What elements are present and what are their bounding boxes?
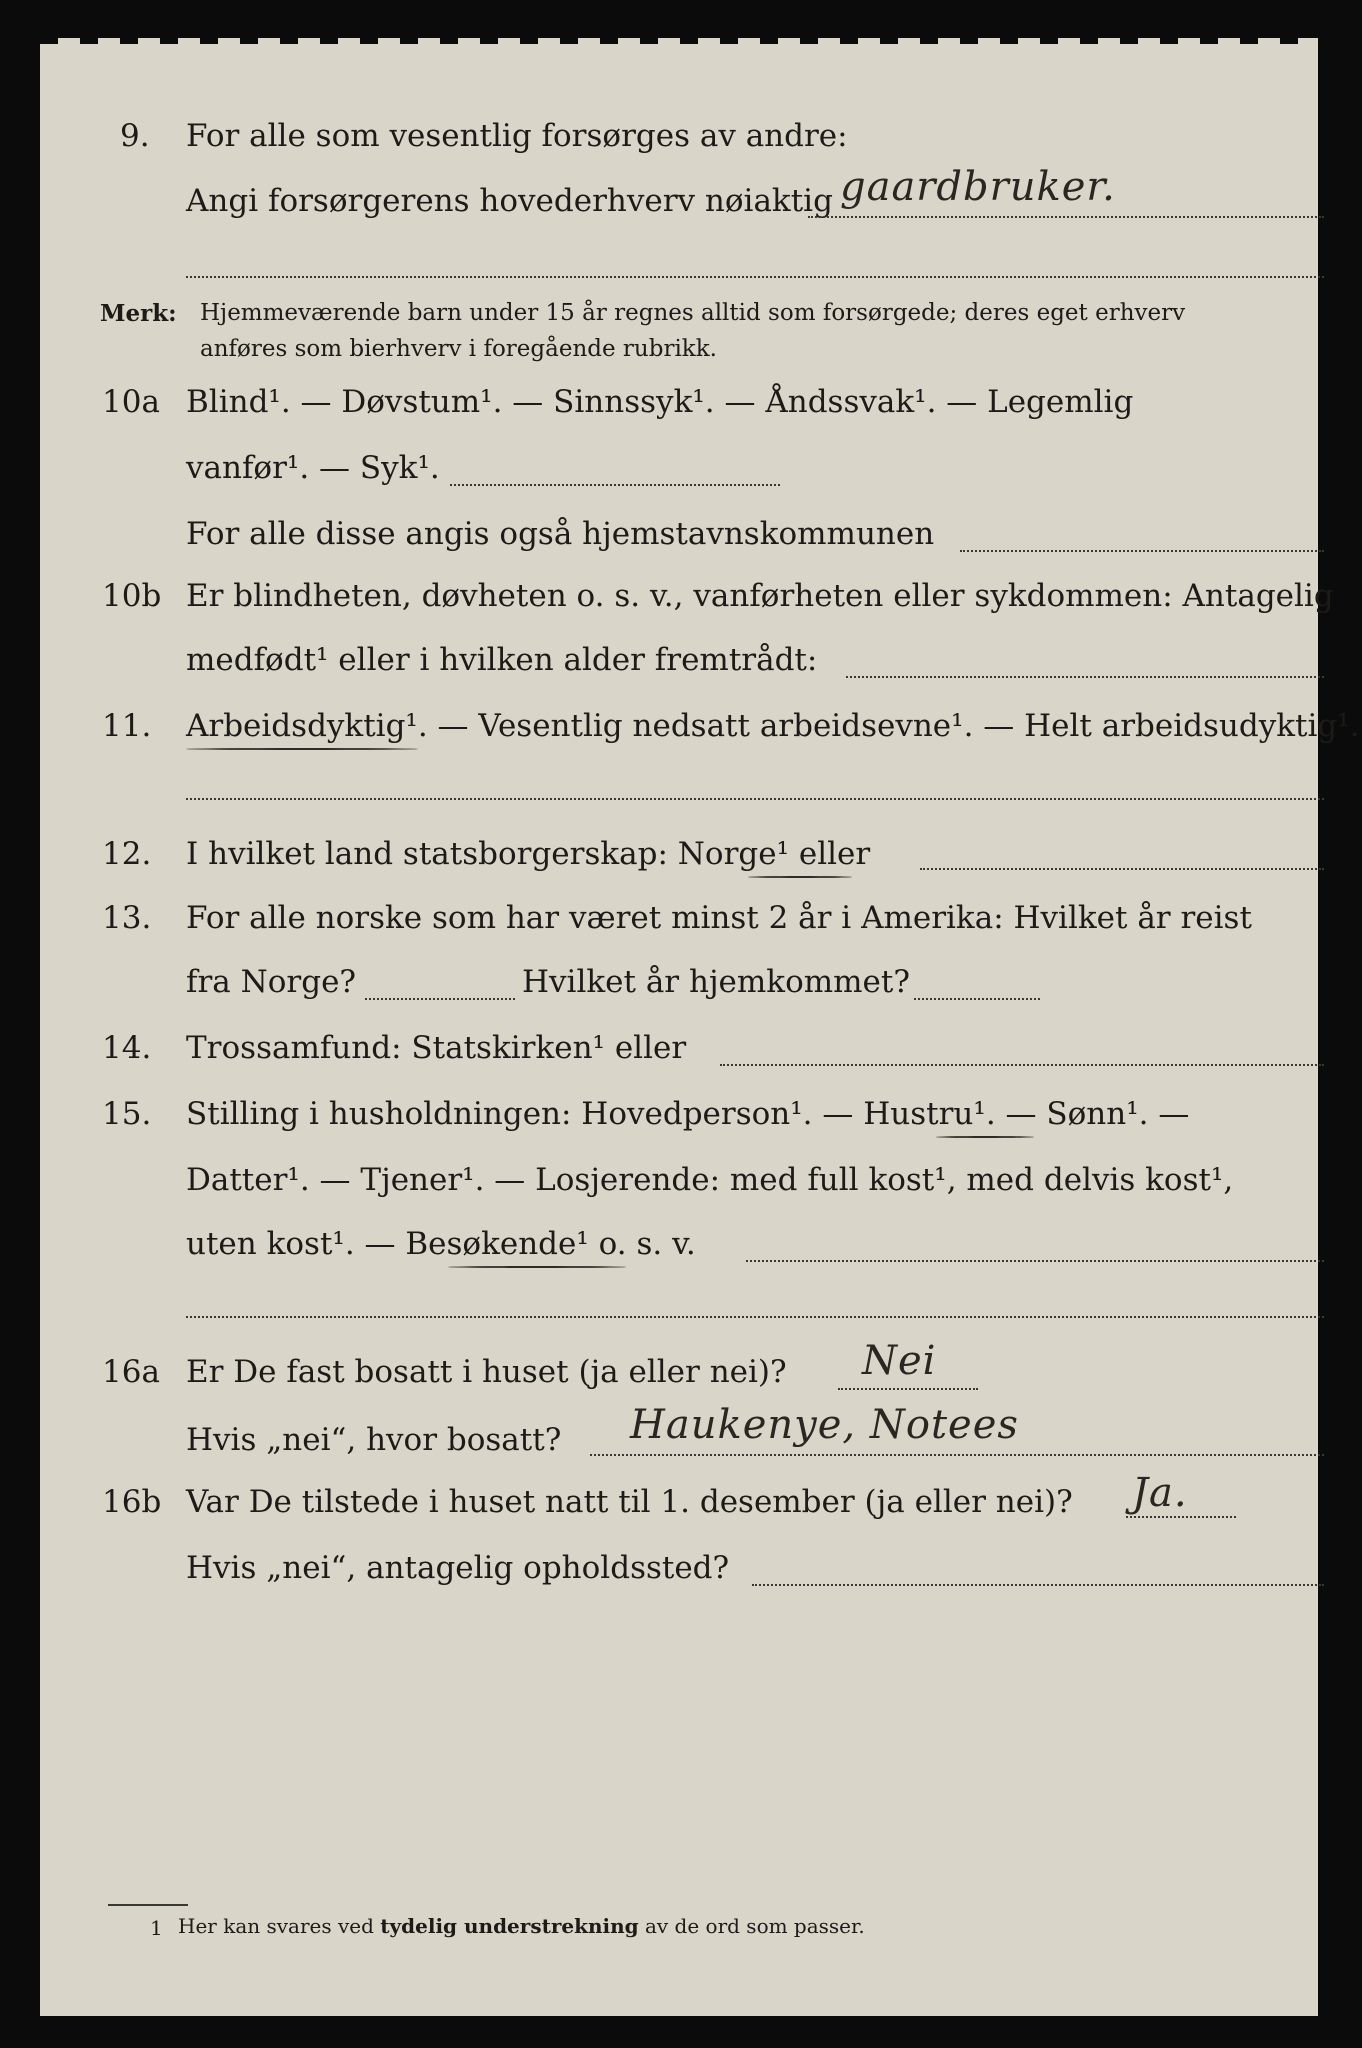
q15-answer-line [746, 1260, 1324, 1262]
footnote-text-c: av de ord som passer. [638, 1914, 865, 1938]
q15-line1: Stilling i husholdningen: Hovedperson¹. — Hustru¹. — Sønn¹. — [186, 1096, 1190, 1132]
q14-number: 14. [102, 1030, 152, 1066]
footnote-mark: 1 [150, 1916, 163, 1940]
q11-number: 11. [102, 708, 152, 744]
q16a-handwritten-answer2: Haukenye, Notees [630, 1402, 1019, 1448]
q16b-number: 16b [102, 1484, 162, 1520]
q14-line1: Trossamfund: Statskirken¹ eller [186, 1030, 687, 1066]
q10b-answer-line [846, 676, 1324, 678]
q15-underline-hustru [936, 1136, 1034, 1138]
q9-handwritten-answer: gaardbruker. [840, 164, 1116, 210]
q13-hjemkommet-line [914, 998, 1040, 1000]
footnote-text-a: Her kan svares ved [178, 1914, 381, 1938]
q15-line3: uten kost¹. — Besøkende¹ o. s. v. [186, 1226, 696, 1262]
q10b-number: 10b [102, 578, 162, 614]
q10a-line2: vanfør¹. — Syk¹. [186, 450, 440, 486]
q15-line2: Datter¹. — Tjener¹. — Losjerende: med full kost¹, med delvis kost¹, [186, 1162, 1234, 1198]
merk-label: Merk: [100, 300, 177, 327]
q16a-answer1-line [838, 1388, 978, 1390]
q9-line1: For alle som vesentlig forsørges av andre: [186, 118, 848, 154]
q10a-number: 10a [102, 384, 160, 420]
q11-line1: Arbeidsdyktig¹. — Vesentlig nedsatt arbeidsevne¹. — Helt arbeidsudyktig¹. [186, 708, 1360, 744]
q16b-answer1-line [1126, 1516, 1236, 1518]
q9-number: 9. [120, 118, 150, 154]
q15-underline-besokende [448, 1266, 626, 1268]
q12-line1: I hvilket land statsborgerskap: Norge¹ eller [186, 836, 871, 872]
q13-number: 13. [102, 900, 152, 936]
q11-extra-line [186, 798, 1324, 800]
q13-reist-line [365, 998, 515, 1000]
footnote-text [178, 1914, 865, 1938]
q16b-line2: Hvis „nei“, antagelig opholdssted? [186, 1550, 730, 1586]
q13-line2b: Hvilket år hjemkommet? [522, 964, 910, 1000]
q13-line1: For alle norske som har været minst 2 år i Amerika: Hvilket år reist [186, 900, 1252, 936]
q12-answer-line [920, 868, 1324, 870]
q13-line2a: fra Norge? [186, 964, 357, 1000]
q12-underline-norge [748, 876, 852, 878]
q16a-handwritten-answer1: Nei [862, 1338, 937, 1384]
q16a-number: 16a [102, 1354, 160, 1390]
q16a-line2: Hvis „nei“, hvor bosatt? [186, 1422, 562, 1458]
q14-answer-line [720, 1064, 1324, 1066]
q10a-line3: For alle disse angis også hjemstavnskommunen [186, 516, 935, 552]
merk-line1: Hjemmeværende barn under 15 år regnes alltid som forsørgede; deres eget erhverv [200, 300, 1186, 326]
q10a-syk-line [450, 484, 780, 486]
q9-line2: Angi forsørgerens hovederhverv nøiaktig [186, 183, 833, 219]
q16b-line1: Var De tilstede i huset natt til 1. desember (ja eller nei)? [186, 1484, 1073, 1520]
q9-answer-line [808, 216, 1324, 218]
q15-number: 15. [102, 1096, 152, 1132]
footnote-text-b: tydelig understrekning [380, 1914, 639, 1938]
merk-line2: anføres som bierhverv i foregående rubrikk. [200, 336, 717, 362]
census-form-page [40, 38, 1360, 2016]
q12-number: 12. [102, 836, 152, 872]
q10b-line2: medfødt¹ eller i hvilken alder fremtrådt: [186, 642, 818, 678]
footnote-rule [108, 1904, 188, 1906]
q11-underline-arbeidsdyktig [186, 748, 418, 750]
q10a-kommune-line [960, 550, 1324, 552]
q10a-line1: Blind¹. — Døvstum¹. — Sinnssyk¹. — Åndssvak¹. — Legemlig [186, 384, 1134, 420]
q10b-line1: Er blindheten, døvheten o. s. v., vanførheten eller sykdommen: Antagelig [186, 578, 1334, 614]
q15-extra-line [186, 1316, 1324, 1318]
q9-extra-line [186, 276, 1324, 278]
q16b-handwritten-answer1: Ja. [1132, 1470, 1188, 1516]
q16b-answer2-line [752, 1584, 1324, 1586]
q16a-answer2-line [590, 1454, 1324, 1456]
torn-top-edge [40, 38, 1318, 44]
q16a-line1: Er De fast bosatt i huset (ja eller nei)? [186, 1354, 787, 1390]
